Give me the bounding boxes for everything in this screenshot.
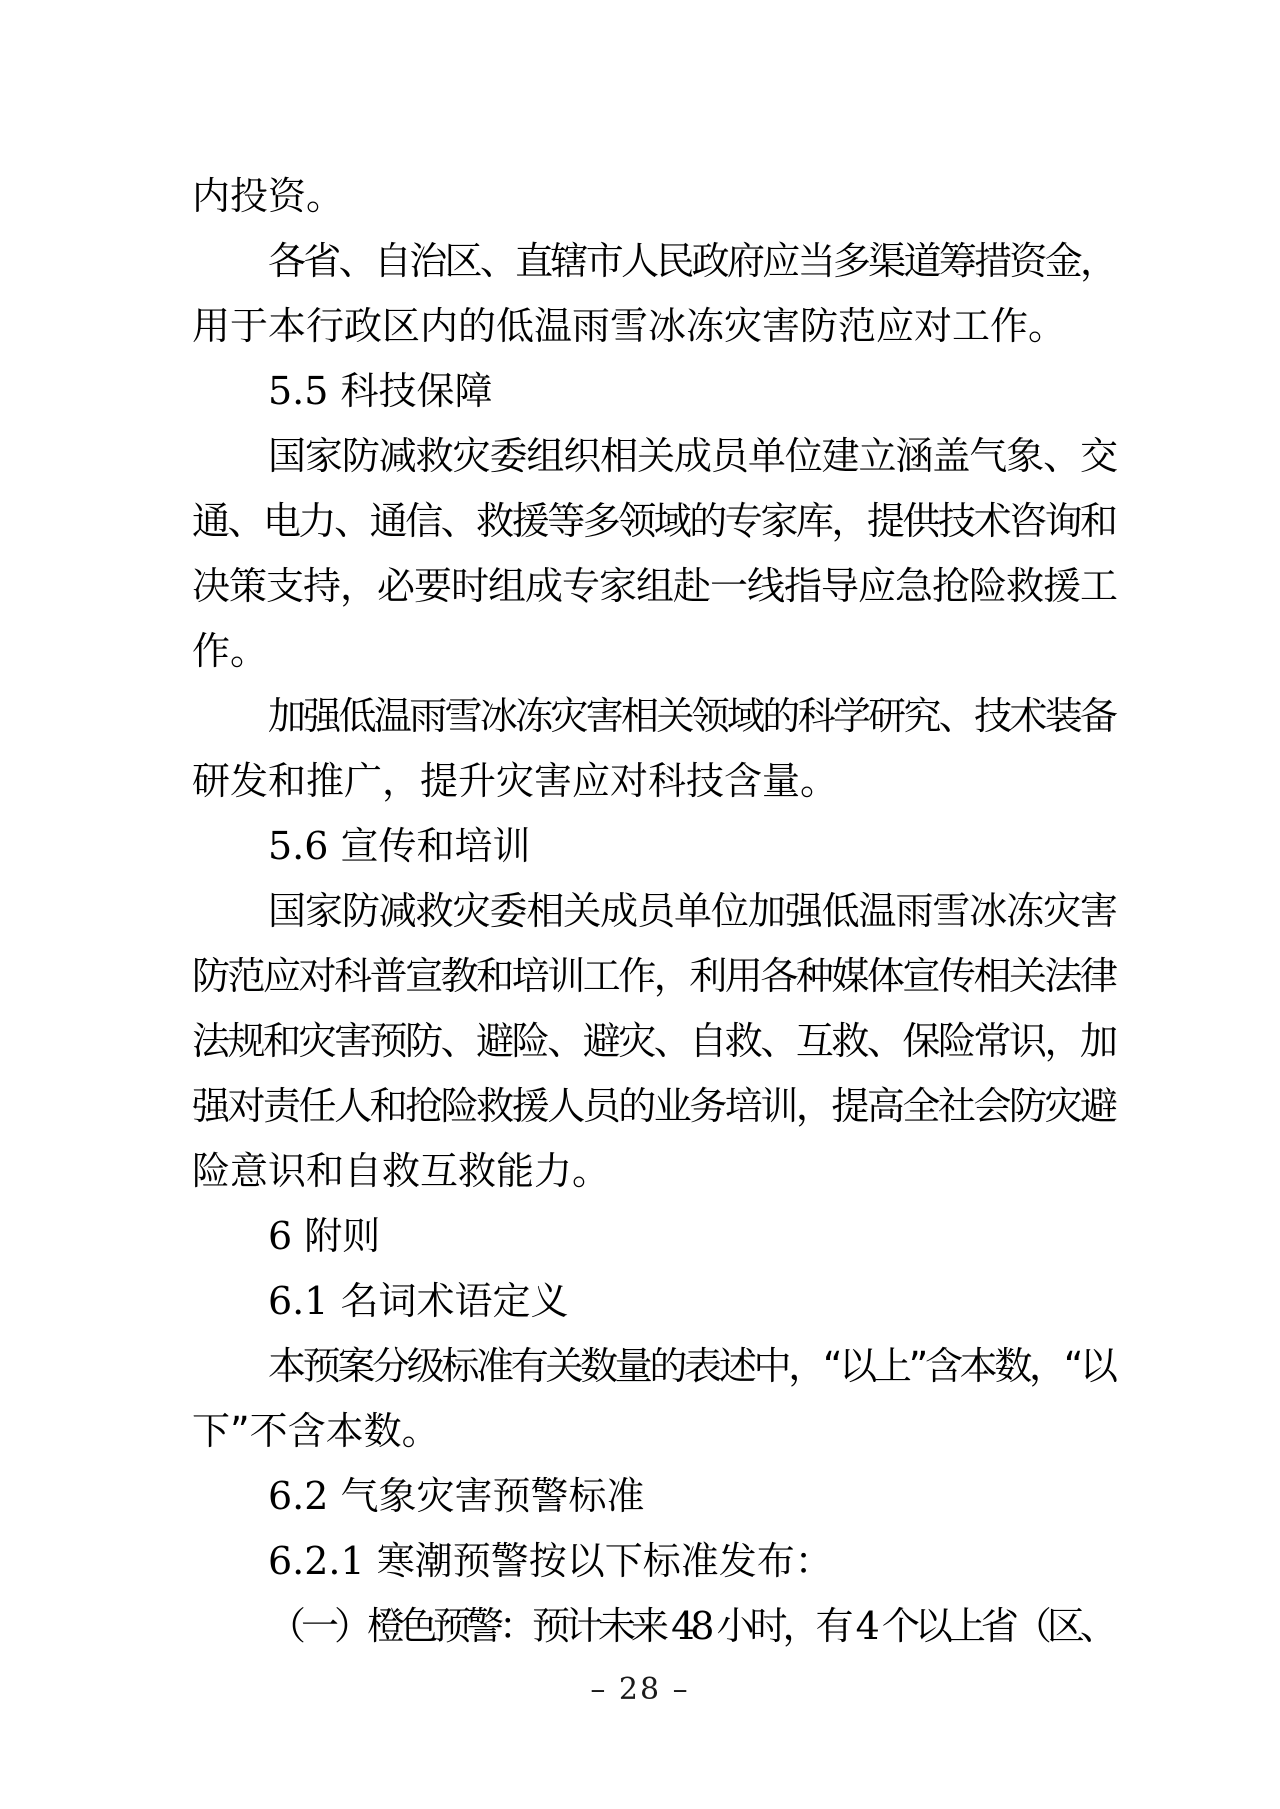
line-text: 国家防减救灾委相关成员单位加强低温雨雪冰冻灾害 [268,889,1117,933]
body-text-line [192,684,1118,749]
section-heading [192,1204,1118,1269]
body-text-line [192,619,1118,684]
line-text: 用于本行政区内的低温雨雪冰冻灾害防范应对工作。 [192,304,1067,348]
line-text: 加强低温雨雪冰冻灾害相关领域的科学研究、技术装备 [268,694,1116,738]
line-text: 6.2.1 寒潮预警按以下标准发布： [268,1539,833,1583]
line-text: 6.2 气象灾害预警标准 [268,1474,645,1518]
body-text-line [192,749,1118,814]
body-text-line [192,1074,1118,1139]
body-text-line [192,1009,1118,1074]
body-text-line [192,1594,1118,1659]
line-text: 国家防减救灾委组织相关成员单位建立涵盖气象、交 [268,434,1117,478]
line-text: 研发和推广，提升灾害应对科技含量。 [192,759,839,803]
line-text: 各省、自治区、直辖市人民政府应当多渠道筹措资金， [268,239,1116,283]
body-text-line [192,1399,1118,1464]
section-heading [192,1269,1118,1334]
section-heading [192,814,1118,879]
page-number: – 28 – [590,1672,690,1707]
body-text-line [192,554,1118,619]
line-text: 5.5 科技保障 [268,369,493,413]
line-text: 险意识和自救互救能力。 [192,1149,611,1193]
line-text: 下”不含本数。 [192,1409,440,1453]
body-text-line [192,1139,1118,1204]
line-text: 强对责任人和抢险救援人员的业务培训，提高全社会防灾避 [192,1084,1116,1128]
line-text: 防范应对科普宣教和培训工作，利用各种媒体宣传相关法律 [192,954,1116,998]
line-text: 决策支持，必要时组成专家组赴一线指导应急抢险救援工 [192,564,1118,608]
line-text: 本预案分级标准有关数量的表述中，“以上”含本数，“以 [268,1344,1115,1388]
body-text-line [192,294,1118,359]
body-text-line [192,229,1118,294]
body-text-line [192,944,1118,1009]
section-heading [192,359,1118,424]
line-text: 6 附则 [268,1214,381,1258]
body-text-line [192,489,1118,554]
body-text-line [192,424,1118,489]
line-text: 作。 [192,629,269,673]
line-text: 内投资。 [192,174,345,218]
body-text-line [192,164,1118,229]
line-text: 法规和灾害预防、避险、避灾、自救、互救、保险常识，加 [192,1019,1116,1063]
section-heading [192,1529,1118,1594]
line-text: （一）橙色预警：预计未来 48 小时，有 4 个以上省（区、 [268,1604,1113,1648]
line-text: 5.6 宣传和培训 [268,824,531,868]
document-body [192,164,1118,1659]
body-text-line [192,1334,1118,1399]
section-heading [192,1464,1118,1529]
line-text: 6.1 名词术语定义 [268,1279,569,1323]
line-text: 通、电力、通信、救援等多领域的专家库，提供技术咨询和 [192,499,1116,543]
body-text-line [192,879,1118,944]
